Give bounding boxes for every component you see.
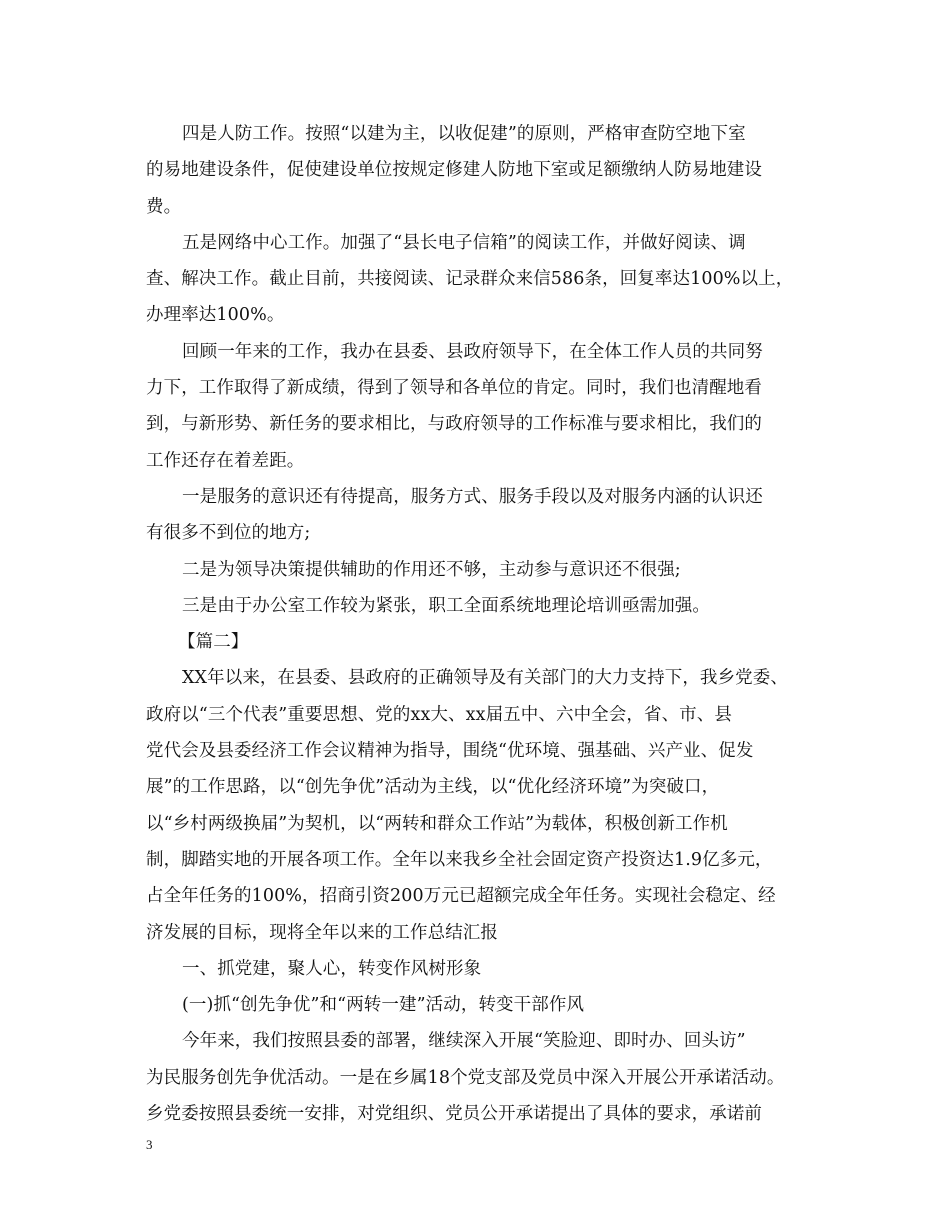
text-line: 制，脚踏实地的开展各项工作。全年以来我乡全社会固定资产投资达1.9亿多元， <box>146 849 773 870</box>
page-number: 3 <box>146 1137 153 1152</box>
text-line: 查、解决工作。截止目前，共接阅读、记录群众来信586条，回复率达100%以上， <box>146 269 794 290</box>
text-line: 费。 <box>146 196 182 217</box>
text-line: 的易地建设条件，促使建设单位按规定修建人防地下室或足额缴纳人防易地建设 <box>146 160 762 181</box>
text-line: 一是服务的意识还有待提高，服务方式、服务手段以及对服务内涵的认识还 <box>182 486 763 507</box>
text-line: XX年以来，在县委、县政府的正确领导及有关部门的大力支持下，我乡党委、 <box>182 668 788 689</box>
text-line: 展”的工作思路，以“创先争优”活动为主线，以“优化经济环境”为突破口， <box>146 777 720 798</box>
text-line: 党代会及县委经济工作会议精神为指导，围绕“优环境、强基础、兴产业、促发 <box>146 741 754 762</box>
text-line: 工作还存在着差距。 <box>146 450 305 471</box>
text-line: 今年来，我们按照县委的部署，继续深入开展“笑脸迎、即时办、回头访” <box>182 1031 746 1052</box>
text-line: 三是由于办公室工作较为紧张，职工全面系统地理论培训亟需加强。 <box>182 595 710 616</box>
document-body <box>146 116 826 1132</box>
text-line: 乡党委按照县委统一安排，对党组织、党员公开承诺提出了具体的要求，承诺前 <box>146 1104 762 1125</box>
text-line: 五是网络中心工作。加强了“县长电子信箱”的阅读工作，并做好阅读、调 <box>182 232 746 253</box>
text-line: 力下，工作取得了新成绩，得到了领导和各单位的肯定。同时，我们也清醒地看 <box>146 378 762 399</box>
text-line: 占全年任务的100%，招商引资200万元已超额完成全年任务。实现社会稳定、经 <box>146 886 776 907</box>
text-line: (一)抓“创先争优”和“两转一建”活动，转变干部作风 <box>182 995 585 1016</box>
text-line: 政府以“三个代表”重要思想、党的xx大、xx届五中、六中全会，省、市、县 <box>146 704 732 725</box>
text-line: 为民服务创先争优活动。一是在乡属18个党支部及党员中深入开展公开承诺活动。 <box>146 1067 785 1088</box>
text-line: 回顾一年来的工作，我办在县委、县政府领导下，在全体工作人员的共同努 <box>182 341 763 362</box>
text-line: 到，与新形势、新任务的要求相比，与政府领导的工作标准与要求相比，我们的 <box>146 414 762 435</box>
text-line: 以“乡村两级换届”为契机，以“两转和群众工作站”为载体，积极创新工作机 <box>146 813 728 834</box>
text-line: 济发展的目标，现将全年以来的工作总结汇报 <box>146 922 498 943</box>
text-line: 【篇二】 <box>178 632 249 653</box>
text-line: 一、抓党建，聚人心，转变作风树形象 <box>182 958 482 979</box>
text-line: 有很多不到位的地方; <box>146 523 311 544</box>
text-line: 办理率达100%。 <box>146 305 285 326</box>
text-line: 二是为领导决策提供辅助的作用还不够，主动参与意识还不很强; <box>182 559 681 580</box>
text-line: 四是人防工作。按照“以建为主，以收促建”的原则，严格审查防空地下室 <box>182 124 746 144</box>
